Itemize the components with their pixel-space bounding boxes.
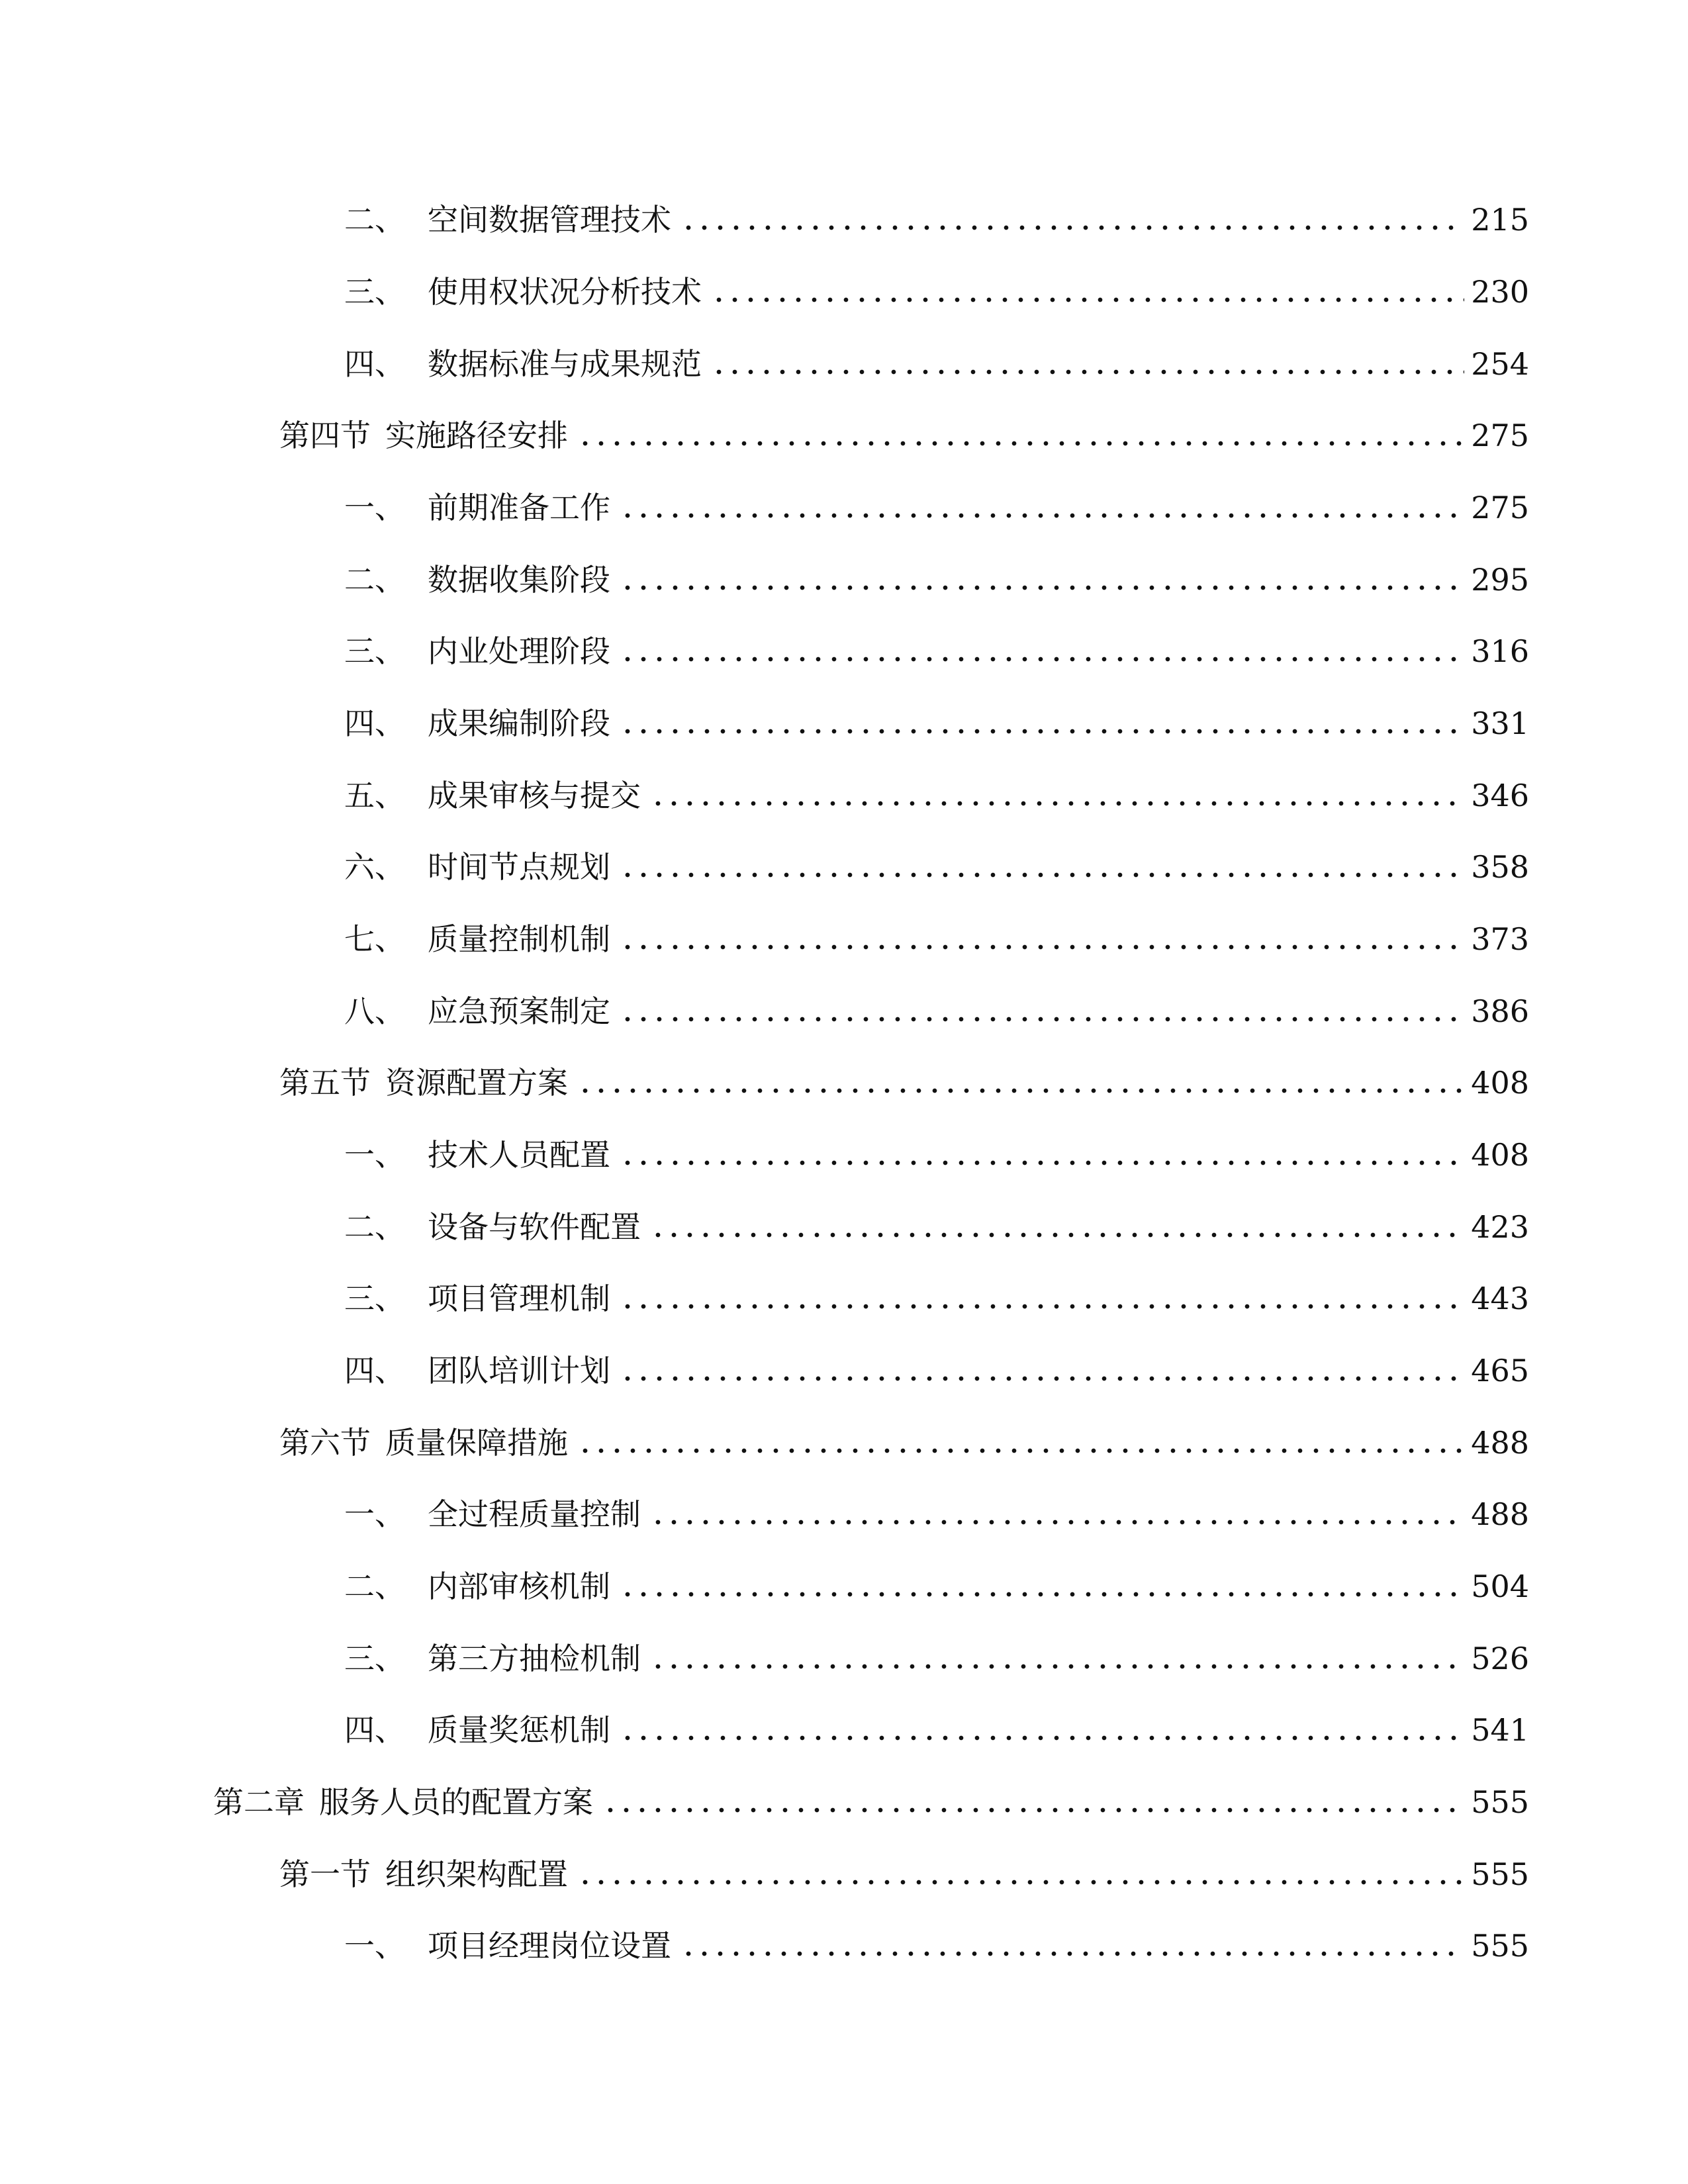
toc-entry-number: 四、 [344, 1353, 405, 1388]
toc-chapter-entry[interactable] [213, 1776, 1529, 1829]
toc-entry-page: 316 [1471, 633, 1529, 669]
toc-entry-page: 275 [1471, 418, 1529, 453]
toc-entry-number: 三、 [344, 633, 405, 669]
toc-entry-page: 373 [1471, 921, 1529, 957]
toc-entry-number: 二、 [344, 202, 405, 238]
dot-leader [577, 1416, 1464, 1469]
toc-entry-title: 数据收集阶段 [428, 562, 610, 598]
toc-entry-title: 空间数据管理技术 [428, 202, 671, 238]
toc-entry-number: 第五节 [279, 1065, 371, 1101]
toc-entry-number: 五、 [344, 778, 405, 813]
dot-leader [620, 553, 1464, 606]
dot-leader [711, 265, 1464, 318]
toc-entry-title: 团队培训计划 [428, 1353, 610, 1388]
toc-entry[interactable] [344, 769, 1529, 822]
toc-entry[interactable] [344, 1704, 1529, 1756]
dot-leader [620, 1344, 1464, 1397]
toc-entry-number: 四、 [344, 705, 405, 741]
toc-entry-title: 内部审核机制 [428, 1569, 610, 1604]
toc-entry-page: 408 [1471, 1137, 1529, 1173]
toc-entry-title: 项目管理机制 [428, 1281, 610, 1316]
toc-entry-page: 555 [1471, 1784, 1529, 1820]
toc-entry-page: 230 [1471, 274, 1529, 310]
toc-entry[interactable] [344, 625, 1529, 678]
dot-leader [620, 697, 1464, 750]
toc-entry-title: 实施路径安排 [385, 418, 568, 453]
toc-entry-page: 555 [1471, 1928, 1529, 1964]
toc-entry-number: 四、 [344, 346, 405, 382]
toc-entry-number: 八、 [344, 993, 405, 1029]
toc-entry[interactable] [344, 265, 1529, 318]
toc-entry-number: 第一节 [279, 1856, 371, 1892]
toc-entry-page: 358 [1471, 849, 1529, 885]
dot-leader [620, 481, 1464, 534]
toc-entry-number: 二、 [344, 1209, 405, 1245]
toc-entry-number: 四、 [344, 1712, 405, 1748]
toc-entry-page: 331 [1471, 705, 1529, 741]
dot-leader [620, 1272, 1464, 1325]
dot-leader [577, 1056, 1464, 1109]
dot-leader [650, 1488, 1464, 1541]
toc-entry-number: 三、 [344, 1641, 405, 1676]
toc-entry[interactable] [344, 1344, 1529, 1397]
toc-entry-number: 六、 [344, 849, 405, 885]
toc-entry[interactable] [344, 913, 1529, 966]
toc-entry-title: 时间节点规划 [428, 849, 610, 885]
toc-entry-number: 一、 [344, 1496, 405, 1532]
toc-entry-page: 504 [1471, 1569, 1529, 1604]
toc-entry-title: 前期准备工作 [428, 490, 610, 525]
dot-leader [620, 985, 1464, 1038]
toc-entry[interactable] [344, 841, 1529, 893]
toc-entry-page: 443 [1471, 1281, 1529, 1316]
dot-leader [620, 625, 1464, 678]
dot-leader [680, 1919, 1464, 1972]
dot-leader [620, 1560, 1464, 1613]
toc-entry-page: 541 [1471, 1712, 1529, 1748]
toc-entry-number: 一、 [344, 1137, 405, 1173]
dot-leader [650, 1632, 1464, 1685]
toc-entry-title: 数据标准与成果规范 [428, 346, 702, 382]
toc-entry-page: 275 [1471, 490, 1529, 525]
toc-entry-title: 全过程质量控制 [428, 1496, 641, 1532]
toc-entry-title: 应急预案制定 [428, 993, 610, 1029]
dot-leader [620, 841, 1464, 893]
toc-entry-page: 346 [1471, 778, 1529, 813]
toc-entry-page: 423 [1471, 1209, 1529, 1245]
toc-entry-number: 二、 [344, 1569, 405, 1604]
toc-entry-number: 第二章 [213, 1784, 305, 1820]
toc-entry-title: 资源配置方案 [385, 1065, 568, 1101]
toc-entry-title: 技术人员配置 [428, 1137, 610, 1173]
toc-entry[interactable] [344, 553, 1529, 606]
toc-entry[interactable] [344, 985, 1529, 1038]
dot-leader [711, 338, 1464, 390]
toc-entry[interactable] [344, 193, 1529, 246]
toc-entry[interactable] [344, 1919, 1529, 1972]
toc-entry-title: 质量保障措施 [385, 1425, 568, 1461]
toc-entry-title: 成果编制阶段 [428, 705, 610, 741]
dot-leader [577, 1848, 1464, 1901]
toc-entry[interactable] [344, 1128, 1529, 1181]
dot-leader [577, 409, 1464, 462]
toc-entry-number: 第四节 [279, 418, 371, 453]
toc-section-entry[interactable] [279, 1416, 1529, 1469]
toc-entry-number: 第六节 [279, 1425, 371, 1461]
toc-entry-title: 第三方抽检机制 [428, 1641, 641, 1676]
toc-entry[interactable] [344, 1272, 1529, 1325]
toc-entry-number: 七、 [344, 921, 405, 957]
toc-entry-title: 质量奖惩机制 [428, 1712, 610, 1748]
toc-entry-title: 项目经理岗位设置 [428, 1928, 671, 1964]
toc-entry-title: 服务人员的配置方案 [319, 1784, 593, 1820]
dot-leader [650, 769, 1464, 822]
toc-entry-number: 三、 [344, 274, 405, 310]
toc-entry-page: 465 [1471, 1353, 1529, 1388]
toc-entry-title: 设备与软件配置 [428, 1209, 641, 1245]
dot-leader [620, 1128, 1464, 1181]
toc-entry-title: 组织架构配置 [385, 1856, 568, 1892]
toc-entry-page: 295 [1471, 562, 1529, 598]
toc-entry-number: 一、 [344, 490, 405, 525]
toc-entry-page: 408 [1471, 1065, 1529, 1101]
toc-entry-page: 488 [1471, 1496, 1529, 1532]
dot-leader [620, 1704, 1464, 1756]
toc-entry-number: 二、 [344, 562, 405, 598]
toc-entry-page: 254 [1471, 346, 1529, 382]
toc-entry-page: 386 [1471, 993, 1529, 1029]
toc-entry[interactable] [344, 481, 1529, 534]
toc-entry-title: 使用权状况分析技术 [428, 274, 702, 310]
dot-leader [650, 1201, 1464, 1253]
dot-leader [620, 913, 1464, 966]
toc-entry[interactable] [344, 338, 1529, 390]
toc-entry-page: 488 [1471, 1425, 1529, 1461]
toc-entry[interactable] [344, 697, 1529, 750]
toc-section-entry[interactable] [279, 409, 1529, 462]
toc-entry[interactable] [344, 1488, 1529, 1541]
toc-entry[interactable] [344, 1632, 1529, 1685]
toc-entry-page: 526 [1471, 1641, 1529, 1676]
toc-section-entry[interactable] [279, 1056, 1529, 1109]
toc-entry[interactable] [344, 1201, 1529, 1253]
toc-entry-title: 质量控制机制 [428, 921, 610, 957]
toc-entry-title: 成果审核与提交 [428, 778, 641, 813]
toc-entry-title: 内业处理阶段 [428, 633, 610, 669]
toc-entry-page: 555 [1471, 1856, 1529, 1892]
toc-entry-number: 三、 [344, 1281, 405, 1316]
toc-entry[interactable] [344, 1560, 1529, 1613]
toc-section-entry[interactable] [279, 1848, 1529, 1901]
dot-leader [680, 193, 1464, 246]
dot-leader [602, 1776, 1464, 1829]
toc-entry-page: 215 [1471, 202, 1529, 238]
toc-entry-number: 一、 [344, 1928, 405, 1964]
